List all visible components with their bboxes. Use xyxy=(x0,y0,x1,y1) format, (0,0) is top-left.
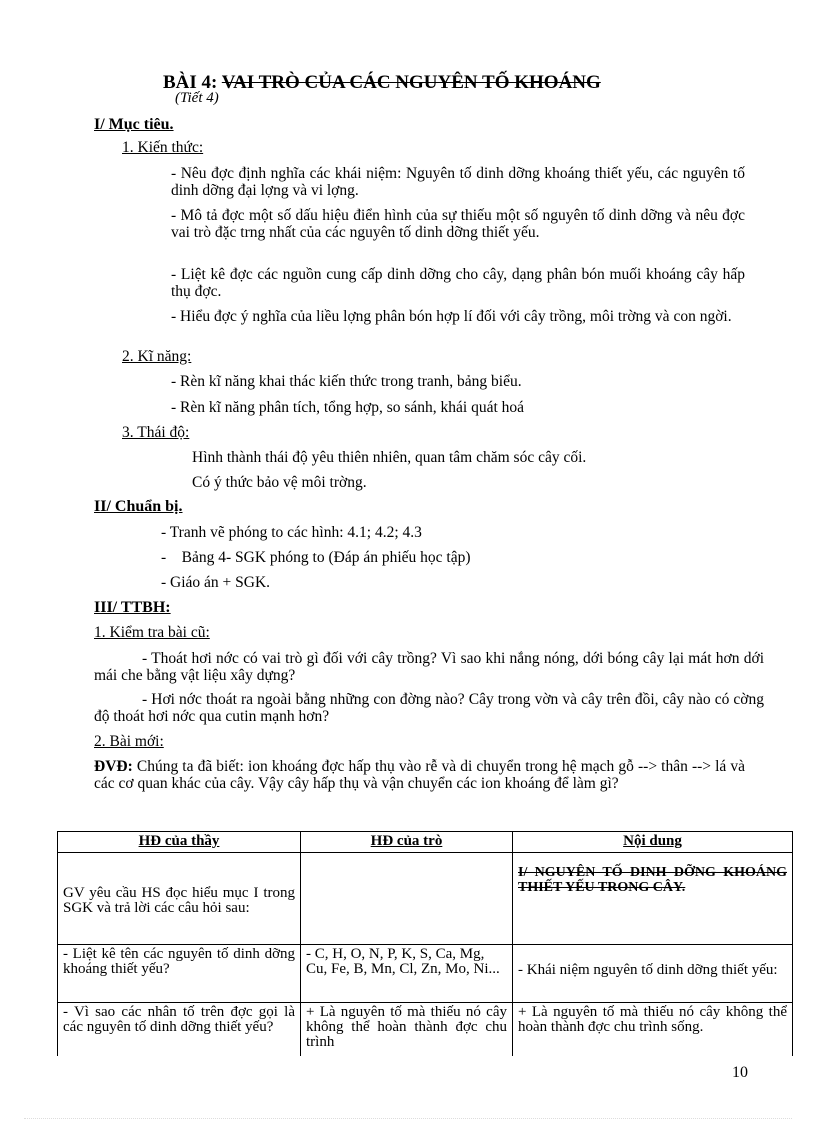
oldcheck-heading: 1. Kiểm tra bài cũ: xyxy=(94,624,210,641)
section-preparation-heading: II/ Chuẩn bị. xyxy=(94,498,183,515)
section-objectives-heading: I/ Mục tiêu. xyxy=(94,116,174,133)
skills-item-1: - Rèn kĩ năng khai thác kiến thức trong tranh, bảng biểu. xyxy=(171,373,522,390)
oldcheck-question-2: - Hơi nớc thoát ra ngoài bằng những con đờng nào? Cây trong vờn và cây trên đồi, cây nào có cờng độ thoát hơi nớc qua cutin mạnh hơn? xyxy=(94,691,764,725)
attitude-item-2: Có ý thức bảo vệ môi trờng. xyxy=(192,474,367,491)
table-row xyxy=(58,945,793,1003)
knowledge-item-1: - Nêu đợc định nghĩa các khái niệm: Nguyên tố dinh dỡng khoáng thiết yếu, các nguyên tố dinh dỡng đại lợng và vi lợng. xyxy=(171,165,745,199)
page-edge-divider xyxy=(24,1118,792,1119)
knowledge-heading: 1. Kiến thức: xyxy=(122,139,204,156)
table-row xyxy=(58,853,793,945)
title-main: VAI TRÒ CỦA CÁC NGUYÊN TỐ KHOÁNG xyxy=(221,72,601,93)
table-cell: - Vì sao các nhân tố trên đợc gọi là các nguyên tố dinh dỡng thiết yếu? xyxy=(58,1003,301,1063)
knowledge-item-2: - Mô tả đợc một số dấu hiệu điển hình của sự thiếu một số nguyên tố dinh dỡng và nêu đợc vai trò đặc trng nhất của các nguyên tố dinh dỡng thiết yếu. xyxy=(171,207,745,241)
knowledge-item-4: - Hiểu đợc ý nghĩa của liều lợng phân bón hợp lí đối với cây trồng, môi trờng và con ngời. xyxy=(171,308,732,325)
oldcheck-question-1: - Thoát hơi nớc có vai trò gì đối với cây trồng? Vì sao khi nắng nóng, dới bóng cây lại mát hơn dới mái che bằng vật liệu xây dựng? xyxy=(94,650,764,684)
intro-label: ĐVĐ: xyxy=(94,758,133,775)
table-cell xyxy=(513,853,793,945)
header-teacher: HĐ của thầy xyxy=(58,832,301,853)
lesson-subtitle: (Tiết 4) xyxy=(175,90,219,106)
header-content: Nội dung xyxy=(513,832,793,853)
section-procedure-heading: III/ TTBH: xyxy=(94,599,171,616)
header-student: HĐ của trò xyxy=(301,832,513,853)
title-prefix: BÀI 4: xyxy=(163,72,218,93)
attitude-heading: 3. Thái độ: xyxy=(122,424,190,441)
newlesson-heading: 2. Bài mới: xyxy=(94,733,164,750)
table-row xyxy=(58,1003,793,1063)
table-cell xyxy=(301,853,513,945)
newlesson-intro xyxy=(94,758,745,792)
skills-item-2: - Rèn kĩ năng phân tích, tổng hợp, so sánh, khái quát hoá xyxy=(171,399,525,416)
content-section-title: I/ NGUYÊN TỐ DINH DỠNG KHOÁNG THIẾT YẾU TRONG CÂY. xyxy=(518,865,787,895)
table-cell: - Khái niệm nguyên tố dinh dỡng thiết yếu: xyxy=(513,945,793,1003)
preparation-item-3: - Giáo án + SGK. xyxy=(161,574,271,591)
table-cell: GV yêu cầu HS đọc hiểu mục I trong SGK và trả lời các câu hỏi sau: xyxy=(58,853,301,945)
knowledge-item-3: - Liệt kê đợc các nguồn cung cấp dinh dỡng cho cây, dạng phân bón muối khoáng cây hấp thụ đợc. xyxy=(171,266,745,300)
table-cell: + Là nguyên tố mà thiếu nó cây không thể hoàn thành đợc chu trình sống. xyxy=(513,1003,793,1063)
table-cell: + Là nguyên tố mà thiếu nó cây không thể hoàn thành đợc chu trình xyxy=(301,1003,513,1063)
page-bottom-margin xyxy=(0,1056,816,1123)
preparation-item-1: - Tranh vẽ phóng to các hình: 4.1; 4.2; 4.3 xyxy=(161,524,422,541)
lesson-title xyxy=(163,72,601,94)
table-cell: - Liệt kê tên các nguyên tố dinh dỡng khoáng thiết yếu? xyxy=(58,945,301,1003)
attitude-item-1: Hình thành thái độ yêu thiên nhiên, quan tâm chăm sóc cây cối. xyxy=(192,449,587,466)
skills-heading: 2. Kĩ năng: xyxy=(122,348,192,365)
intro-text: Chúng ta đã biết: ion khoáng đợc hấp thụ vào rễ và di chuyển trong hệ mạch gỗ --> thân --> lá và các cơ quan khác của cây. Vậy cây hấp thụ và vận chuyển các ion khoáng để làm gì? xyxy=(94,758,746,792)
lesson-activity-table xyxy=(57,831,793,1063)
page-number: 10 xyxy=(732,1064,748,1081)
preparation-item-2: - Bảng 4- SGK phóng to (Đáp án phiếu học tập) xyxy=(161,549,471,566)
table-cell: - C, H, O, N, P, K, S, Ca, Mg, Cu, Fe, B, Mn, Cl, Zn, Mo, Ni... xyxy=(301,945,513,1003)
table-header-row xyxy=(58,832,793,853)
